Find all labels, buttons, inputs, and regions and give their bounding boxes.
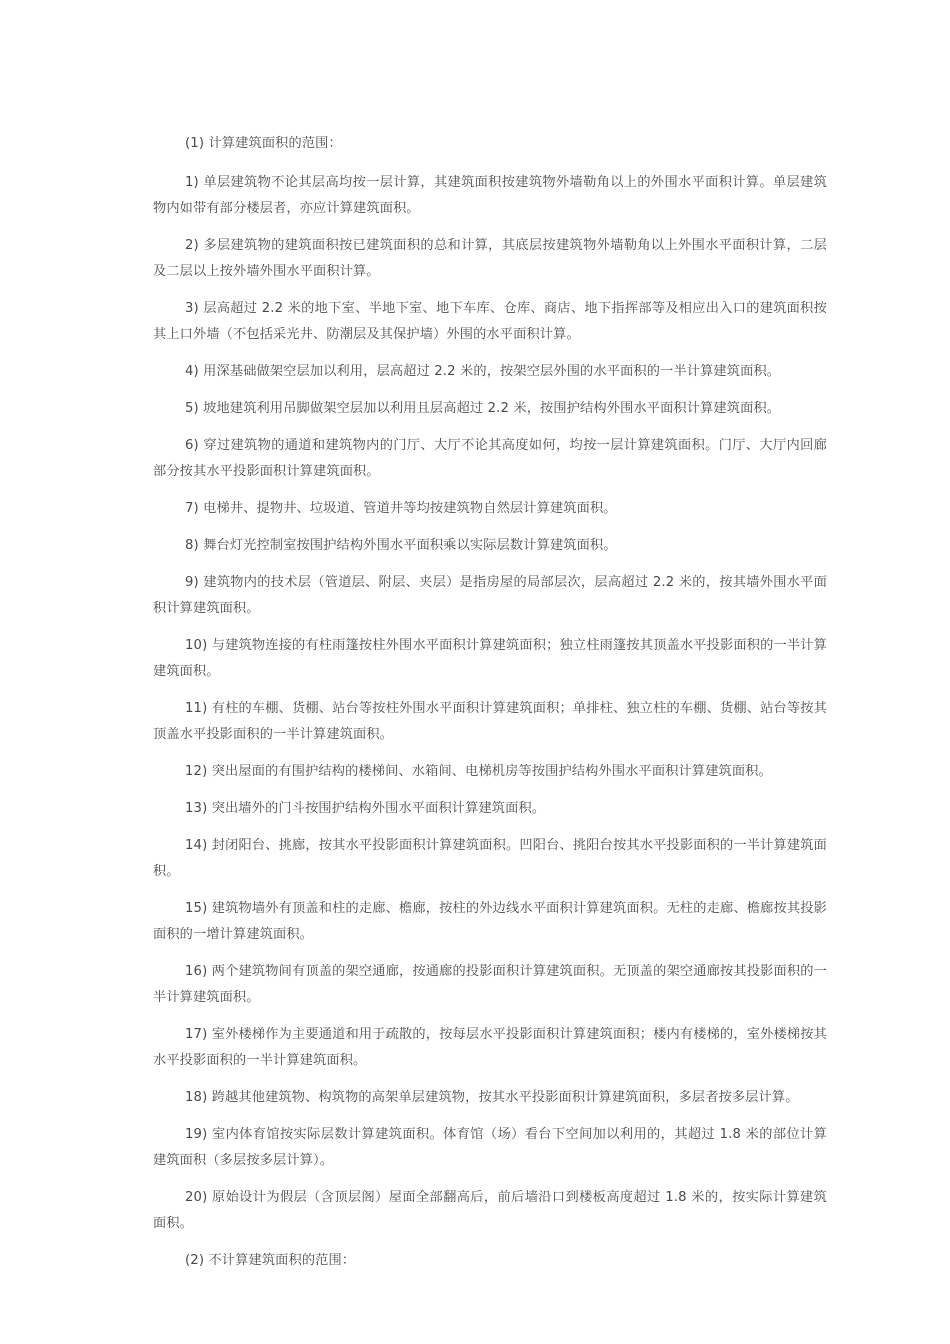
- section-heading-calculated-area: (1) 计算建筑面积的范围：: [185, 136, 342, 151]
- rule-item-17: 17) 室外楼梯作为主要通道和用于疏散的，按每层水平投影面积计算建筑面积；楼内有楼梯的，室外楼梯按其水平投影面积的一半计算建筑面积。: [153, 1027, 827, 1068]
- rule-item-7: 7) 电梯井、提物井、垃圾道、管道井等均按建筑物自然层计算建筑面积。: [185, 501, 617, 516]
- rule-item-11: 11) 有柱的车棚、货棚、站台等按柱外围水平面积计算建筑面积；单排柱、独立柱的车棚、货棚、站台等按其顶盖水平投影面积的一半计算建筑面积。: [153, 701, 827, 742]
- section-heading-excluded-area: (2) 不计算建筑面积的范围：: [185, 1253, 356, 1268]
- rule-item-8: 8) 舞台灯光控制室按围护结构外围水平面积乘以实际层数计算建筑面积。: [185, 538, 617, 553]
- rule-item-3: 3) 层高超过 2.2 米的地下室、半地下室、地下车库、仓库、商店、地下指挥部等及相应出入口的建筑面积按其上口外墙（不包括采光井、防潮层及其保护墙）外围的水平面积计算。: [153, 301, 827, 342]
- rule-item-12: 12) 突出屋面的有围护结构的楼梯间、水箱间、电梯机房等按围护结构外围水平面积计算建筑面积。: [185, 764, 772, 779]
- rule-item-5: 5) 坡地建筑利用吊脚做架空层加以利用且层高超过 2.2 米，按围护结构外围水平面积计算建筑面积。: [185, 401, 781, 416]
- rule-item-10: 10) 与建筑物连接的有柱雨篷按柱外围水平面积计算建筑面积；独立柱雨篷按其顶盖水平投影面积的一半计算建筑面积。: [153, 638, 827, 679]
- rule-item-16: 16) 两个建筑物间有顶盖的架空通廊，按通廊的投影面积计算建筑面积。无顶盖的架空通廊按其投影面积的一半计算建筑面积。: [153, 964, 827, 1005]
- rule-item-1: 1) 单层建筑物不论其层高均按一层计算，其建筑面积按建筑物外墙勒角以上的外围水平面积计算。单层建筑物内如带有部分楼层者，亦应计算建筑面积。: [153, 175, 827, 216]
- rule-item-19: 19) 室内体育馆按实际层数计算建筑面积。体育馆（场）看台下空间加以利用的，其超过 1.8 米的部位计算建筑面积（多层按多层计算）。: [153, 1127, 827, 1168]
- rule-item-4: 4) 用深基础做架空层加以利用，层高超过 2.2 米的，按架空层外围的水平面积的一半计算建筑面积。: [185, 364, 781, 379]
- rule-item-15: 15) 建筑物墙外有顶盖和柱的走廊、檐廊，按柱的外边线水平面积计算建筑面积。无柱的走廊、檐廊按其投影面积的一增计算建筑面积。: [153, 901, 827, 942]
- rule-item-18: 18) 跨越其他建筑物、构筑物的高架单层建筑物，按其水平投影面积计算建筑面积，多层者按多层计算。: [185, 1090, 799, 1105]
- rule-item-14: 14) 封闭阳台、挑廊，按其水平投影面积计算建筑面积。凹阳台、挑阳台按其水平投影面积的一半计算建筑面积。: [153, 838, 827, 879]
- rule-item-13: 13) 突出墙外的门斗按围护结构外围水平面积计算建筑面积。: [185, 801, 546, 816]
- rule-item-2: 2) 多层建筑物的建筑面积按已建筑面积的总和计算，其底层按建筑物外墙勒角以上外围水平面积计算，二层及二层以上按外墙外围水平面积计算。: [153, 238, 827, 279]
- document-body: [153, 131, 827, 1287]
- rule-item-20: 20) 原始设计为假层（含顶层阁）屋面全部翻高后，前后墙沿口到楼板高度超过 1.8 米的，按实际计算建筑面积。: [153, 1190, 827, 1231]
- rule-item-9: 9) 建筑物内的技术层（管道层、附层、夹层）是指房屋的局部层次，层高超过 2.2 米的，按其墙外围水平面积计算建筑面积。: [153, 575, 827, 616]
- rule-item-6: 6) 穿过建筑物的通道和建筑物内的门厅、大厅不论其高度如何，均按一层计算建筑面积。门厅、大厅内回廊部分按其水平投影面积计算建筑面积。: [153, 438, 827, 479]
